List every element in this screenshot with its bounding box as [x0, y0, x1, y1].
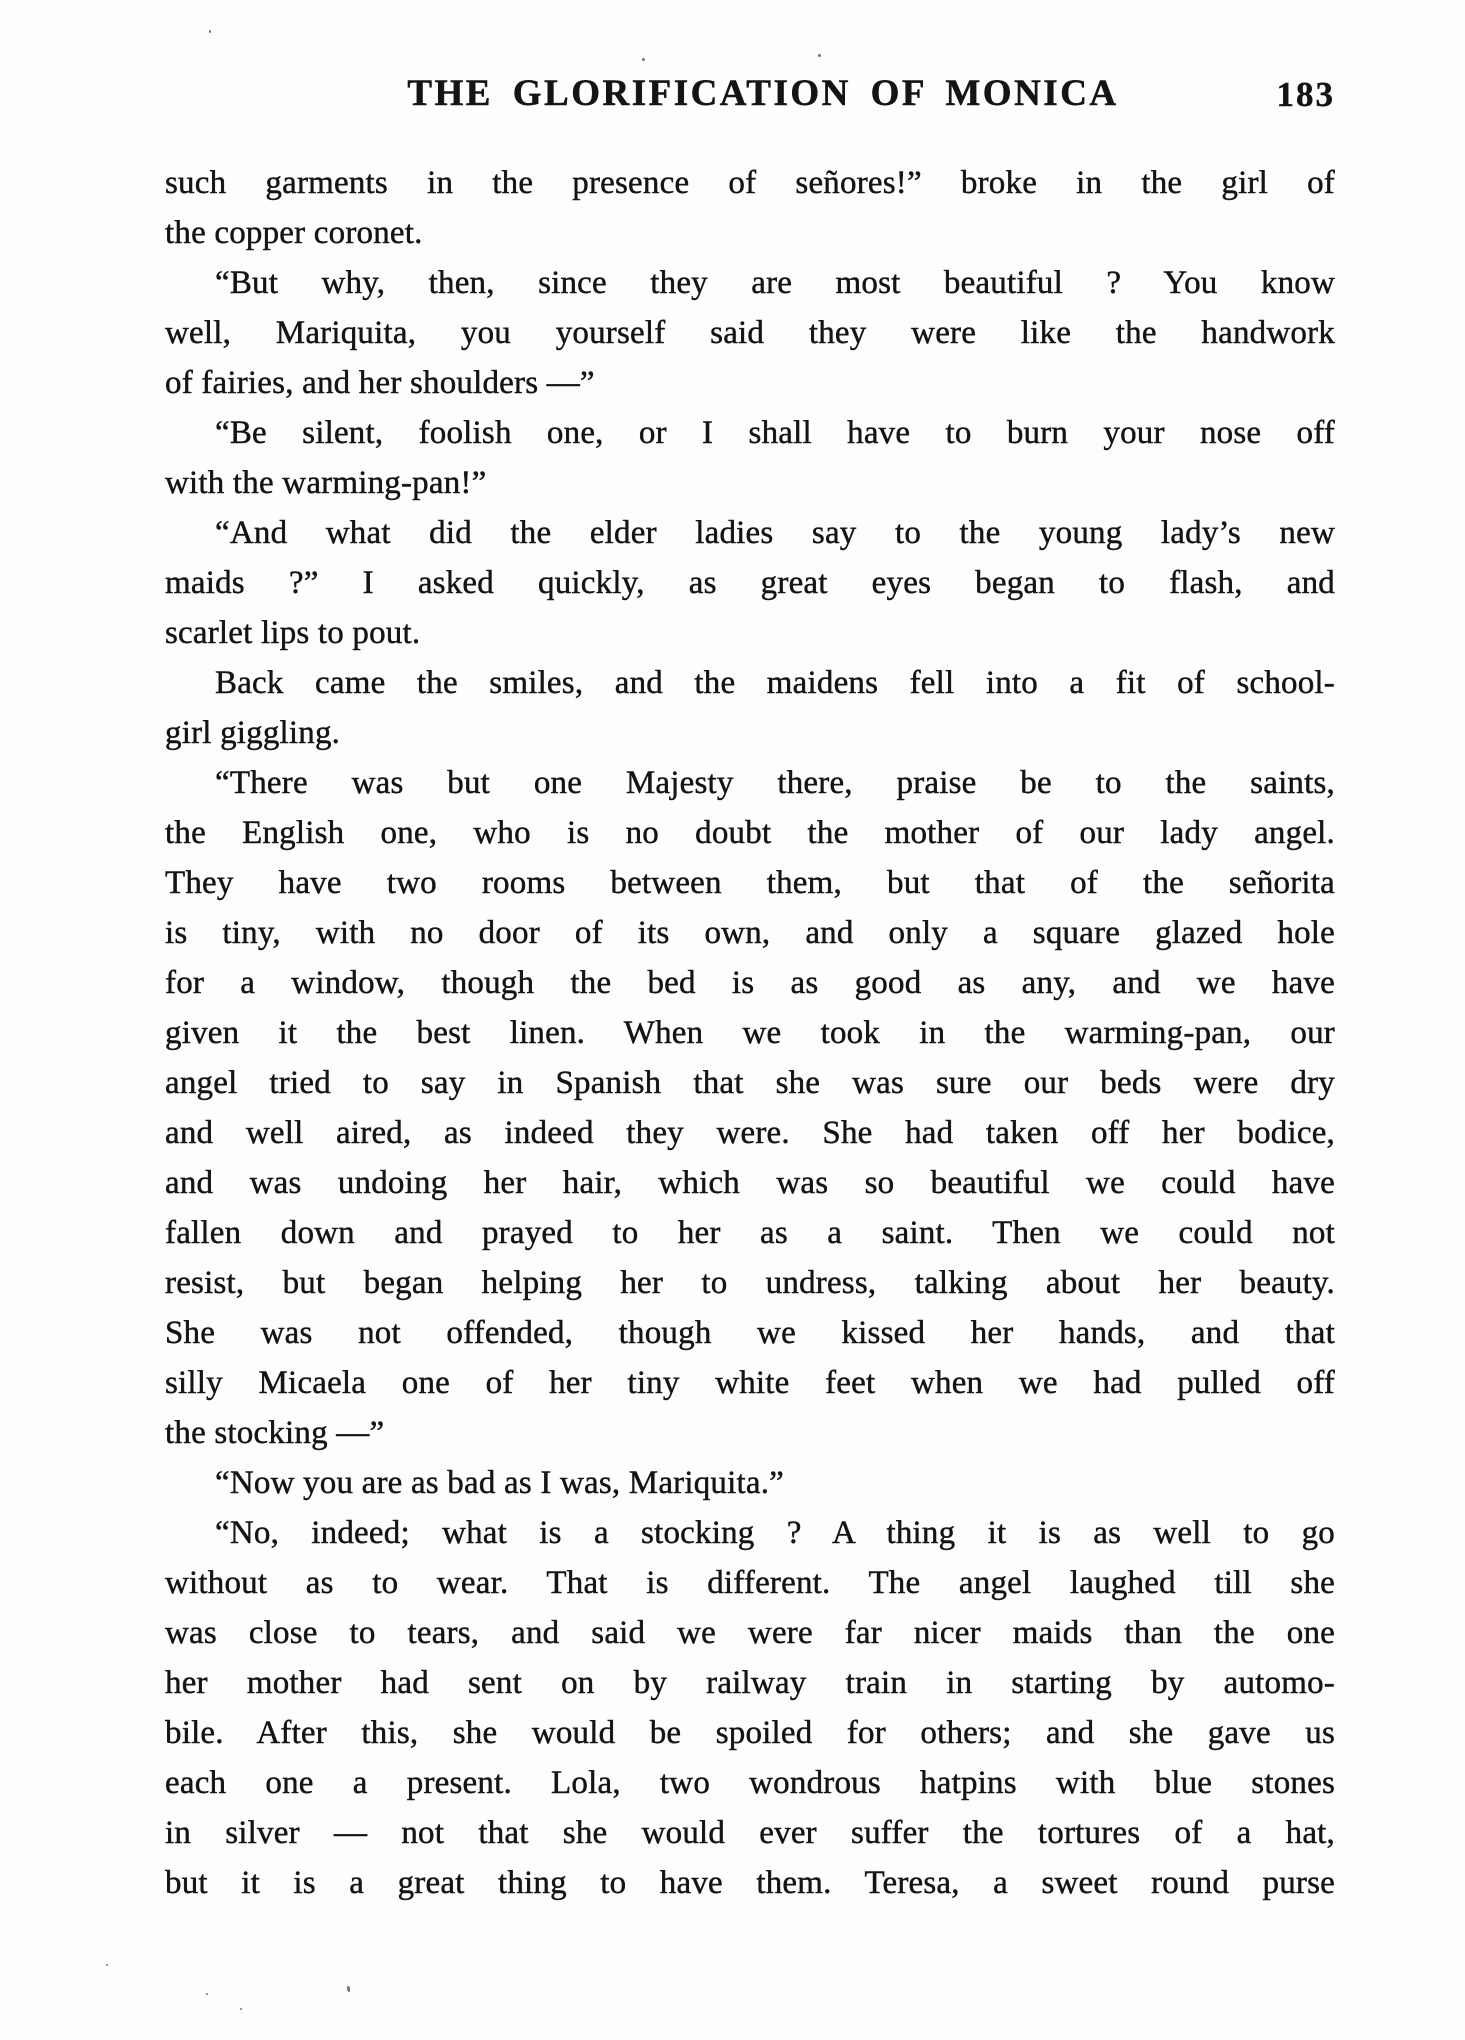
- text-line: silly Micaela one of her tiny white feet when we had pulled off: [165, 1365, 1335, 1401]
- text-line: maids ?” I asked quickly, as great eyes began to flash, and: [165, 565, 1335, 601]
- text-line: of fairies, and her shoulders —”: [165, 365, 595, 401]
- text-line: but it is a great thing to have them. Teresa, a sweet round purse: [165, 1865, 1335, 1901]
- text-line: scarlet lips to pout.: [165, 615, 421, 651]
- text-line: with the warming-pan!”: [165, 465, 487, 501]
- text-line: given it the best linen. When we took in the warming-pan, our: [165, 1015, 1335, 1051]
- text-line: “No, indeed; what is a stocking ? A thing it is as well to go: [215, 1515, 1335, 1551]
- text-line: She was not offended, though we kissed her hands, and that: [165, 1315, 1335, 1351]
- text-line: girl giggling.: [165, 715, 341, 751]
- text-line: the English one, who is no doubt the mother of our lady angel.: [165, 815, 1335, 851]
- text-line: fallen down and prayed to her as a saint. Then we could not: [165, 1215, 1335, 1251]
- text-line: resist, but began helping her to undress, talking about her beauty.: [165, 1265, 1335, 1301]
- text-line: the stocking —”: [165, 1415, 385, 1451]
- text-line: in silver — not that she would ever suffer the tortures of a hat,: [165, 1815, 1335, 1851]
- ink-speck: [240, 2008, 242, 2010]
- text-line: “Now you are as bad as I was, Mariquita.”: [215, 1465, 785, 1501]
- text-line: for a window, though the bed is as good as any, and we have: [165, 965, 1335, 1001]
- text-line: and was undoing her hair, which was so beautiful we could have: [165, 1165, 1335, 1201]
- text-line: “But why, then, since they are most beautiful ? You know: [215, 265, 1335, 301]
- text-line: was close to tears, and said we were far nicer maids than the one: [165, 1615, 1335, 1651]
- text-line: and well aired, as indeed they were. She had taken off her bodice,: [165, 1115, 1335, 1151]
- text-block: [165, 158, 1335, 1908]
- text-line: such garments in the presence of señores!” broke in the girl of: [165, 165, 1335, 201]
- text-line: angel tried to say in Spanish that she was sure our beds were dry: [165, 1065, 1335, 1101]
- text-line: bile. After this, she would be spoiled for others; and she gave us: [165, 1715, 1335, 1751]
- ink-speck: [642, 58, 645, 61]
- text-line: “There was but one Majesty there, praise be to the saints,: [215, 765, 1335, 801]
- text-line: each one a present. Lola, two wondrous hatpins with blue stones: [165, 1765, 1335, 1801]
- running-title: THE GLORIFICATION OF MONICA: [407, 73, 1119, 114]
- ink-speck: [347, 1986, 350, 1992]
- ink-speck: [106, 1964, 108, 1966]
- page-number: 183: [1276, 75, 1335, 114]
- text-line: “Be silent, foolish one, or I shall have to burn your nose off: [215, 415, 1335, 451]
- text-line: Back came the smiles, and the maidens fell into a fit of school-: [215, 665, 1335, 701]
- text-line: her mother had sent on by railway train in starting by automo-: [165, 1665, 1335, 1701]
- text-line: They have two rooms between them, but that of the señorita: [165, 865, 1335, 901]
- text-line: well, Mariquita, you yourself said they were like the handwork: [165, 315, 1335, 351]
- text-line: “And what did the elder ladies say to the young lady’s new: [215, 515, 1335, 551]
- text-line: the copper coronet.: [165, 215, 423, 251]
- ink-speck: [206, 1993, 208, 1995]
- text-line: without as to wear. That is different. The angel laughed till she: [165, 1565, 1335, 1601]
- ink-speck: [209, 30, 211, 33]
- text-line: is tiny, with no door of its own, and only a square glazed hole: [165, 915, 1335, 951]
- ink-speck: [818, 54, 821, 57]
- page-header: [165, 72, 1335, 118]
